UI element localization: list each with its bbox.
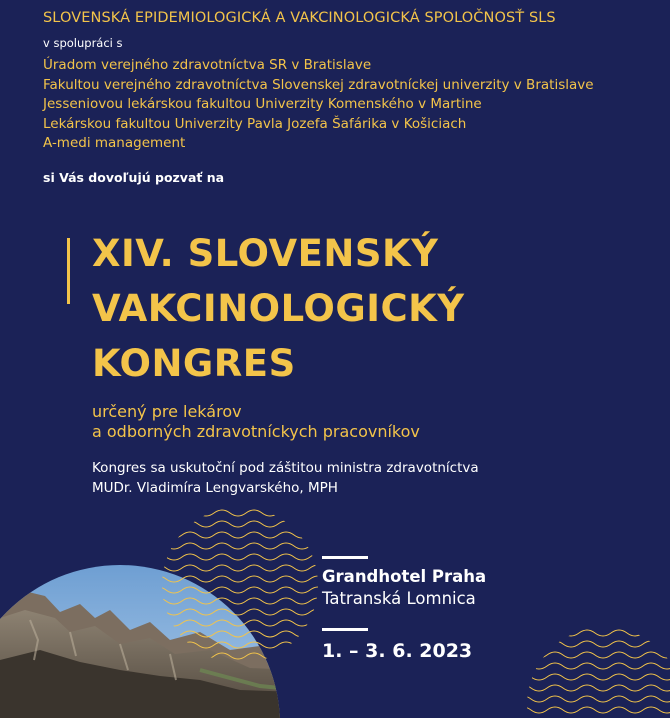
- audience-subtitle: [92, 402, 420, 442]
- patronage-line: MUDr. Vladimíra Lengvarského, MPH: [92, 480, 338, 496]
- partner-item: Lekárskou fakultou Univerzity Pavla Jozefa Šafárika v Košiciach: [43, 115, 467, 132]
- partner-item: A-medi management: [43, 135, 186, 152]
- partner-item: Jesseniovou lekárskou fakultou Univerzity Komenského v Martine: [43, 96, 482, 113]
- congress-title: [92, 226, 465, 391]
- cooperation-label: v spolupráci s: [43, 36, 123, 50]
- audience-line: určený pre lekárov: [92, 402, 242, 421]
- audience-line: a odborných zdravotníckych pracovníkov: [92, 422, 420, 441]
- title-line: XIV. SLOVENSKÝ: [92, 232, 439, 275]
- date-divider: [322, 628, 368, 631]
- partner-list: [43, 56, 594, 154]
- venue-name: Grandhotel Praha: [322, 567, 487, 586]
- invitation-text: si Vás dovoľujú pozvať na: [43, 170, 225, 185]
- venue-place: Tatranská Lomnica: [322, 589, 476, 608]
- organizer-name: SLOVENSKÁ EPIDEMIOLOGICKÁ A VAKCINOLOGICKÁ SPOLOČNOSŤ SLS: [43, 10, 556, 26]
- partner-item: Úradom verejného zdravotníctva SR v Bratislave: [43, 57, 372, 73]
- partner-item: Fakultou verejného zdravotníctva Slovenskej zdravotníckej univerzity v Bratislave: [43, 76, 594, 93]
- patronage-text: [92, 458, 479, 498]
- venue-divider: [322, 556, 368, 559]
- title-accent-bar: [67, 238, 70, 304]
- title-line: KONGRES: [92, 342, 296, 385]
- patronage-line: Kongres sa uskutoční pod záštitou ministra zdravotníctva: [92, 460, 479, 476]
- wave-pattern-decoration: [160, 505, 320, 665]
- wave-pattern-decoration: [525, 625, 670, 718]
- event-date: 1. – 3. 6. 2023: [322, 640, 473, 662]
- title-line: VAKCINOLOGICKÝ: [92, 287, 465, 330]
